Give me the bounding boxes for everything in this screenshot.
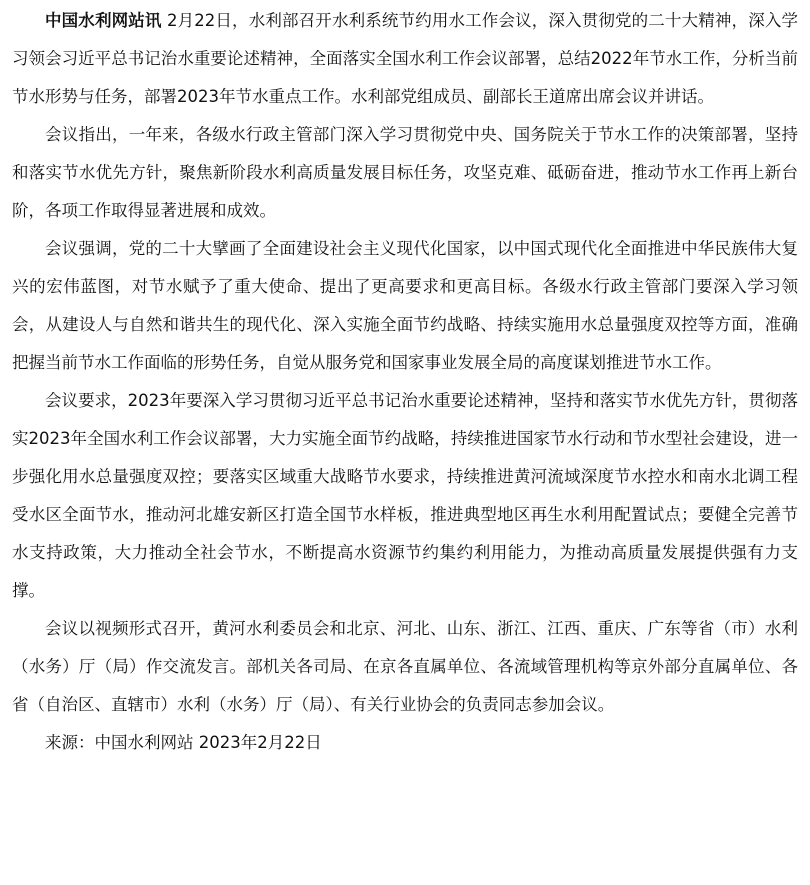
source-footer: 来源：中国水利网站 2023年2月22日 bbox=[45, 733, 322, 752]
paragraph-meeting-pointed-out: 会议指出，一年来，各级水行政主管部门深入学习贯彻党中央、国务院关于节水工作的决策部署，坚持和落实节水优先方针，聚焦新阶段水利高质量发展目标任务，攻坚克难、砥砺奋进，推动节水工作再上新台阶，各项工作取得显著进展和成效。 bbox=[12, 125, 798, 220]
lead-paragraph bbox=[12, 2, 798, 116]
paragraph-meeting-format: 会议以视频形式召开，黄河水利委员会和北京、河北、山东、浙江、江西、重庆、广东等省（市）水利（水务）厅（局）作交流发言。部机关各司局、在京各直属单位、各流域管理机构等京外部分直属单位、各省（自治区、直辖市）水利（水务）厅（局）、有关行业协会的负责同志参加会议。 bbox=[12, 619, 798, 714]
lead-source-label: 中国水利网站讯 bbox=[45, 11, 162, 30]
paragraph-meeting-emphasized: 会议强调，党的二十大擘画了全面建设社会主义现代化国家，以中国式现代化全面推进中华民族伟大复兴的宏伟蓝图，对节水赋予了重大使命、提出了更高要求和更高目标。各级水行政主管部门要深入学习领会，从建设人与自然和谐共生的现代化、深入实施全面节约战略、持续实施用水总量强度双控等方面，准确把握当前节水工作面临的形势任务，自觉从服务党和国家事业发展全局的高度谋划推进节水工作。 bbox=[12, 239, 798, 372]
paragraph-meeting-required: 会议要求，2023年要深入学习贯彻习近平总书记治水重要论述精神，坚持和落实节水优先方针，贯彻落实2023年全国水利工作会议部署，大力实施全面节约战略，持续推进国家节水行动和节水型社会建设，进一步强化用水总量强度双控；要落实区域重大战略节水要求，持续推进黄河流域深度节水控水和南水北调工程受水区全面节水，推动河北雄安新区打造全国节水样板，推进典型地区再生水利用配置试点；要健全完善节水支持政策，大力推动全社会节水，不断提高水资源节约集约利用能力，为推动高质量发展提供强有力支撑。 bbox=[12, 391, 798, 600]
article-body bbox=[12, 2, 798, 762]
lead-text: 2月22日，水利部召开水利系统节约用水工作会议，深入贯彻党的二十大精神，深入学习领会习近平总书记治水重要论述精神，全面落实全国水利工作会议部署，总结2022年节水工作，分析当前节水形势与任务，部署2023年节水重点工作。水利部党组成员、副部长王道席出席会议并讲话。 bbox=[12, 11, 799, 106]
